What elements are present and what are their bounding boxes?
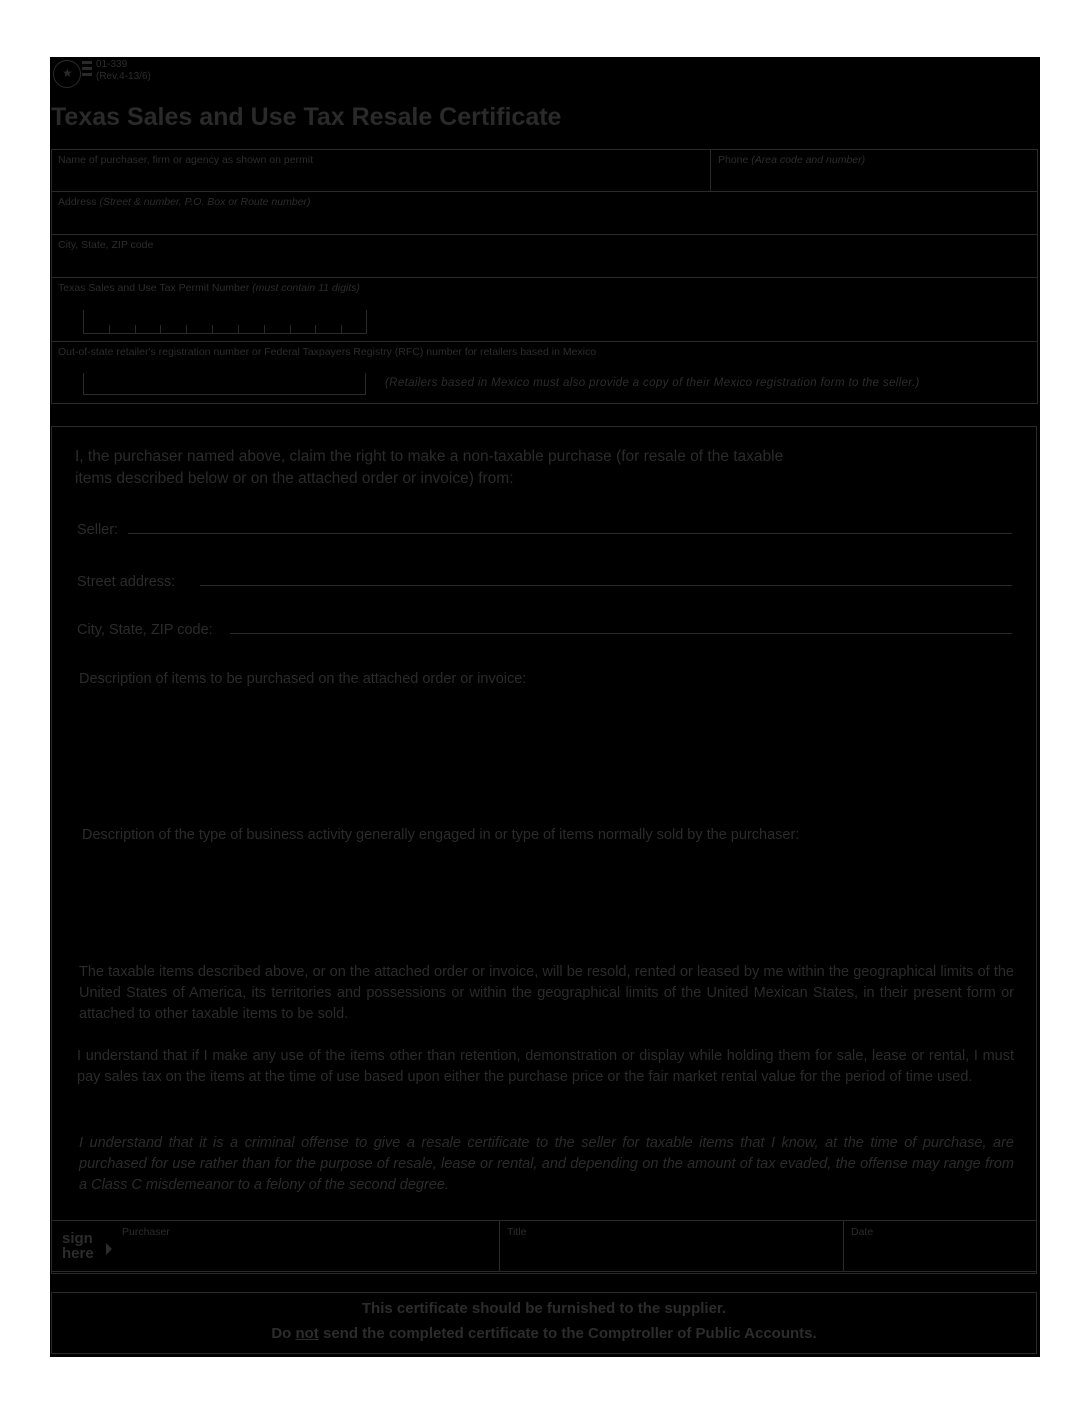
city-state-zip-field[interactable] bbox=[54, 252, 1034, 274]
city-state-zip-label: City, State, ZIP code bbox=[58, 239, 154, 251]
purchaser-name-label: Name of purchaser, firm or agency as shown on permit bbox=[58, 154, 314, 166]
title-label: Title bbox=[507, 1226, 527, 1238]
mexico-note: (Retailers based in Mexico must also provide a copy of their Mexico registration form to the seller.) bbox=[385, 377, 920, 389]
seller-field[interactable] bbox=[128, 533, 1012, 534]
permit-digit-separator bbox=[160, 325, 161, 333]
resale-statement: The taxable items described above, or on the attached order or invoice, will be resold, rented or leased by me within the geographical limits of the United States of America, its territories and possessions or within the geographical limits of the United Mexican States, in their present form or attached to other taxable items to be sold. bbox=[79, 964, 1014, 1022]
sign-here-arrow-icon bbox=[106, 1243, 112, 1255]
logo-text bbox=[82, 59, 92, 85]
purchaser-signature-label: Purchaser bbox=[122, 1226, 170, 1238]
out-of-state-number-field[interactable] bbox=[83, 373, 366, 395]
permit-digit-separator bbox=[109, 325, 110, 333]
seller-city-state-zip-label: City, State, ZIP code: bbox=[77, 622, 213, 638]
not-underlined: not bbox=[295, 1325, 319, 1342]
comptroller-seal-logo: ★ bbox=[53, 60, 81, 88]
permit-digit-separator bbox=[135, 325, 136, 333]
seller-label: Seller: bbox=[77, 522, 119, 538]
permit-digit-separator bbox=[212, 325, 213, 333]
phone-field[interactable] bbox=[714, 167, 1034, 189]
title-field[interactable] bbox=[505, 1239, 839, 1267]
claim-intro: I, the purchaser named above, claim the right to make a non-taxable purchase (for resale of the taxable items described below or on the attached order or invoice) from: bbox=[75, 448, 784, 487]
use-tax-statement: I understand that if I make any use of the items other than retention, demonstration or display while holding them for sale, lease or rental, I must pay sales tax on the items at the time of use based upon either the purchase price or the fair market rental value for the period of time used. bbox=[77, 1048, 1014, 1085]
page-title: Texas Sales and Use Tax Resale Certificate bbox=[51, 103, 562, 131]
permit-number-field[interactable] bbox=[83, 310, 367, 334]
street-address-field[interactable] bbox=[200, 585, 1012, 586]
address-field[interactable] bbox=[54, 209, 1034, 231]
permit-number-label: Texas Sales and Use Tax Permit Number (must contain 11 digits) bbox=[58, 282, 360, 294]
out-of-state-label: Out-of-state retailer's registration number or Federal Taxpayers Registry (RFC) number for retailers based in Mexico bbox=[58, 346, 597, 358]
form-page bbox=[50, 57, 1040, 1357]
form-revision: (Rev.4-13/6) bbox=[96, 71, 151, 82]
purchaser-signature-field[interactable] bbox=[120, 1239, 496, 1267]
items-description-label: Description of items to be purchased on the attached order or invoice: bbox=[79, 671, 527, 687]
permit-digit-separator bbox=[238, 325, 239, 333]
seller-city-state-zip-field[interactable] bbox=[230, 633, 1012, 634]
business-description-label: Description of the type of business activity generally engaged in or type of items normally sold by the purchaser: bbox=[82, 827, 800, 843]
street-address-label: Street address: bbox=[77, 574, 176, 590]
purchaser-name-field[interactable] bbox=[54, 167, 704, 189]
items-description-field[interactable] bbox=[79, 693, 1009, 813]
date-field[interactable] bbox=[849, 1239, 1033, 1267]
permit-digit-separator bbox=[290, 325, 291, 333]
permit-digit-separator bbox=[186, 325, 187, 333]
permit-digit-separator bbox=[315, 325, 316, 333]
phone-label: Phone (Area code and number) bbox=[718, 154, 866, 166]
form-number: 01-339 bbox=[96, 59, 128, 70]
sign-here-indicator: sign here bbox=[62, 1230, 94, 1262]
criminal-offense-statement: I understand that it is a criminal offense to give a resale certificate to the seller for taxable items that I know, at the time of purchase, are purchased for use rather than for the purpose of resale, lease or rental, and depending on the amount of tax evaded, the offense may range from a Class C misdemeanor to a felony of the second degree. bbox=[79, 1135, 1014, 1193]
footer-line-1: This certificate should be furnished to the supplier. bbox=[361, 1300, 727, 1317]
footer-line-2: Do not send the completed certificate to the Comptroller of Public Accounts. bbox=[271, 1325, 817, 1342]
permit-digit-separator bbox=[341, 325, 342, 333]
date-label: Date bbox=[851, 1226, 874, 1238]
business-description-field[interactable] bbox=[79, 849, 1009, 949]
permit-digit-separator bbox=[264, 325, 265, 333]
address-label: Address (Street & number, P.O. Box or Route number) bbox=[58, 196, 311, 208]
